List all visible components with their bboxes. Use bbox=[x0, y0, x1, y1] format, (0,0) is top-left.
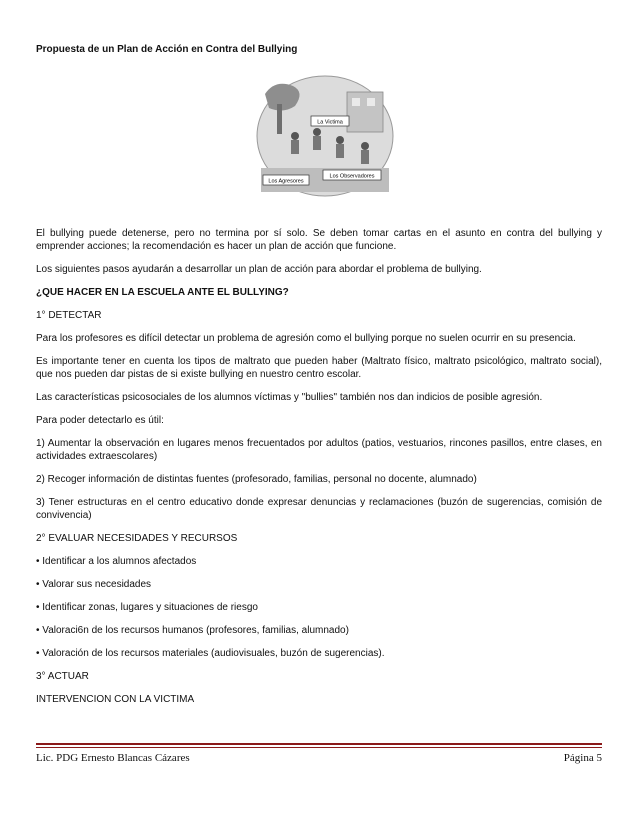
label-observers: Los Observadores bbox=[329, 173, 375, 180]
subheading: INTERVENCION CON LA VICTIMA bbox=[36, 694, 195, 705]
document-title: Propuesta de un Plan de Acción en Contra del Bullying bbox=[36, 44, 298, 55]
bullying-illustration bbox=[255, 74, 395, 198]
label-aggressors: Los Agresores bbox=[268, 178, 304, 185]
step-heading: 3° ACTUAR bbox=[36, 671, 89, 682]
list-item: 1) Aumentar la observación en lugares menos frecuentados por adultos (patios, vestuarios, rincones pasillos, entre clases, en actividades extraescolares) bbox=[36, 438, 602, 462]
person-icon bbox=[336, 136, 344, 144]
paragraph: Para los profesores es difícil detectar un problema de agresión como el bullying porque no suelen ocurrir en su presencia. bbox=[36, 333, 576, 344]
section-heading: ¿QUE HACER EN LA ESCUELA ANTE EL BULLYING? bbox=[36, 287, 289, 298]
list-item: 2) Recoger información de distintas fuentes (profesorado, familias, personal no docente, alumnado) bbox=[36, 474, 477, 485]
tree-trunk bbox=[277, 104, 282, 134]
paragraph: Es importante tener en cuenta los tipos de maltrato que pueden haber (Maltrato físico, maltrato psicológico, maltrato social), que nos pueden dar pistas de si existe bullying en nuestro centro escolar. bbox=[36, 356, 602, 380]
paragraph: Para poder detectarlo es útil: bbox=[36, 415, 164, 426]
person-icon bbox=[313, 136, 321, 150]
step-heading: 2° EVALUAR NECESIDADES Y RECURSOS bbox=[36, 533, 238, 544]
person-icon bbox=[336, 144, 344, 158]
person-icon bbox=[313, 128, 321, 136]
person-icon bbox=[291, 140, 299, 154]
page-number: Página 5 bbox=[563, 752, 602, 764]
list-item: 3) Tener estructuras en el centro educativo donde expresar denuncias y reclamaciones (buzón de sugerencias, comisión de convivencia) bbox=[36, 497, 602, 521]
footer-author: Lic. PDG Ernesto Blancas Cázares bbox=[36, 752, 190, 764]
building-window bbox=[352, 98, 360, 106]
label-victim: La Victima bbox=[317, 119, 343, 126]
building-window bbox=[367, 98, 375, 106]
bullet-item: • Identificar a los alumnos afectados bbox=[36, 556, 197, 567]
person-icon bbox=[361, 142, 369, 150]
bullet-item: • Valoración de los recursos materiales (audiovisuales, buzón de sugerencias). bbox=[36, 648, 385, 659]
body-text bbox=[36, 227, 602, 716]
paragraph: Las características psicosociales de los alumnos víctimas y "bullies" también nos dan indicios de posible agresión. bbox=[36, 392, 543, 403]
bullet-item: • Valoraci6n de los recursos humanos (profesores, familias, alumnado) bbox=[36, 625, 349, 636]
footer-divider-thin bbox=[36, 747, 602, 748]
paragraph: Los siguientes pasos ayudarán a desarrollar un plan de acción para abordar el problema de bullying. bbox=[36, 264, 482, 275]
step-heading: 1° DETECTAR bbox=[36, 310, 102, 321]
footer-divider bbox=[36, 743, 602, 745]
bullet-item: • Valorar sus necesidades bbox=[36, 579, 152, 590]
bullet-item: • Identificar zonas, lugares y situaciones de riesgo bbox=[36, 602, 258, 613]
person-icon bbox=[361, 150, 369, 164]
paragraph: El bullying puede detenerse, pero no termina por sí solo. Se deben tomar cartas en el asunto en contra del bullying y emprender acciones; la recomendación es hacer un plan de acción que funcione. bbox=[36, 228, 602, 252]
person-icon bbox=[291, 132, 299, 140]
